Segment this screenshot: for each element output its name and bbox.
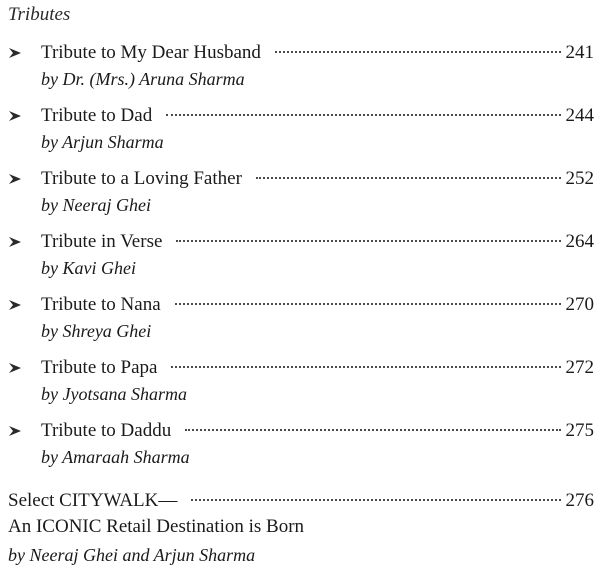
toc-entry-author: by Neeraj Ghei and Arjun Sharma	[8, 545, 256, 565]
toc-entry-page-number: 275	[565, 420, 594, 441]
dot-leader	[191, 498, 560, 501]
dot-leader	[185, 428, 560, 431]
toc-entry-page-number: 272	[565, 357, 594, 378]
arrowhead-bullet-icon	[7, 108, 23, 124]
toc-entry-line	[41, 40, 594, 66]
toc-entry-title: Tribute to My Dear Husband	[41, 42, 261, 63]
toc-entry-author: by Shreya Ghei	[41, 321, 152, 341]
toc-entry-page-number: 276	[565, 490, 594, 511]
toc-entry-author: by Amaraah Sharma	[41, 447, 190, 467]
dot-leader	[256, 176, 561, 179]
toc-entry-title: Tribute to Daddu	[41, 420, 172, 441]
toc-entry-author: by Dr. (Mrs.) Aruna Sharma	[41, 69, 245, 89]
toc-entry-page-number: 264	[565, 231, 594, 252]
toc-entry-line	[41, 103, 594, 129]
toc-entry-title: Select CITYWALK—	[8, 490, 178, 511]
toc-entry-page-number: 244	[565, 105, 594, 126]
arrowhead-bullet-icon	[7, 423, 23, 439]
toc-entry-line	[41, 166, 594, 192]
dot-leader	[176, 239, 560, 242]
toc-entry-line	[41, 355, 594, 381]
section-heading: Tributes	[8, 4, 71, 25]
toc-entry-title: Tribute to Nana	[41, 294, 161, 315]
toc-entry-line	[41, 418, 594, 444]
toc-entry-page-number: 252	[565, 168, 594, 189]
dot-leader	[175, 302, 561, 305]
toc-entry-title: Tribute to Dad	[41, 105, 153, 126]
toc-entry-subtitle: An ICONIC Retail Destination is Born	[8, 516, 305, 537]
dot-leader	[166, 113, 560, 116]
toc-entry-line	[8, 488, 594, 514]
toc-entry-line	[41, 292, 594, 318]
toc-entry-title: Tribute to a Loving Father	[41, 168, 242, 189]
toc-entry-author: by Arjun Sharma	[41, 132, 164, 152]
toc-entry-author: by Kavi Ghei	[41, 258, 136, 278]
arrowhead-bullet-icon	[7, 297, 23, 313]
arrowhead-bullet-icon	[7, 234, 23, 250]
dot-leader	[275, 50, 561, 53]
arrowhead-bullet-icon	[7, 360, 23, 376]
arrowhead-bullet-icon	[7, 171, 23, 187]
toc-entry-page-number: 270	[565, 294, 594, 315]
toc-entry-line	[41, 229, 594, 255]
toc-entry-author: by Neeraj Ghei	[41, 195, 151, 215]
toc-entry-author: by Jyotsana Sharma	[41, 384, 187, 404]
dot-leader	[171, 365, 560, 368]
arrowhead-bullet-icon	[7, 45, 23, 61]
toc-entry-title: Tribute in Verse	[41, 231, 163, 252]
toc-entry-page-number: 241	[565, 42, 594, 63]
toc-entry-title: Tribute to Papa	[41, 357, 158, 378]
